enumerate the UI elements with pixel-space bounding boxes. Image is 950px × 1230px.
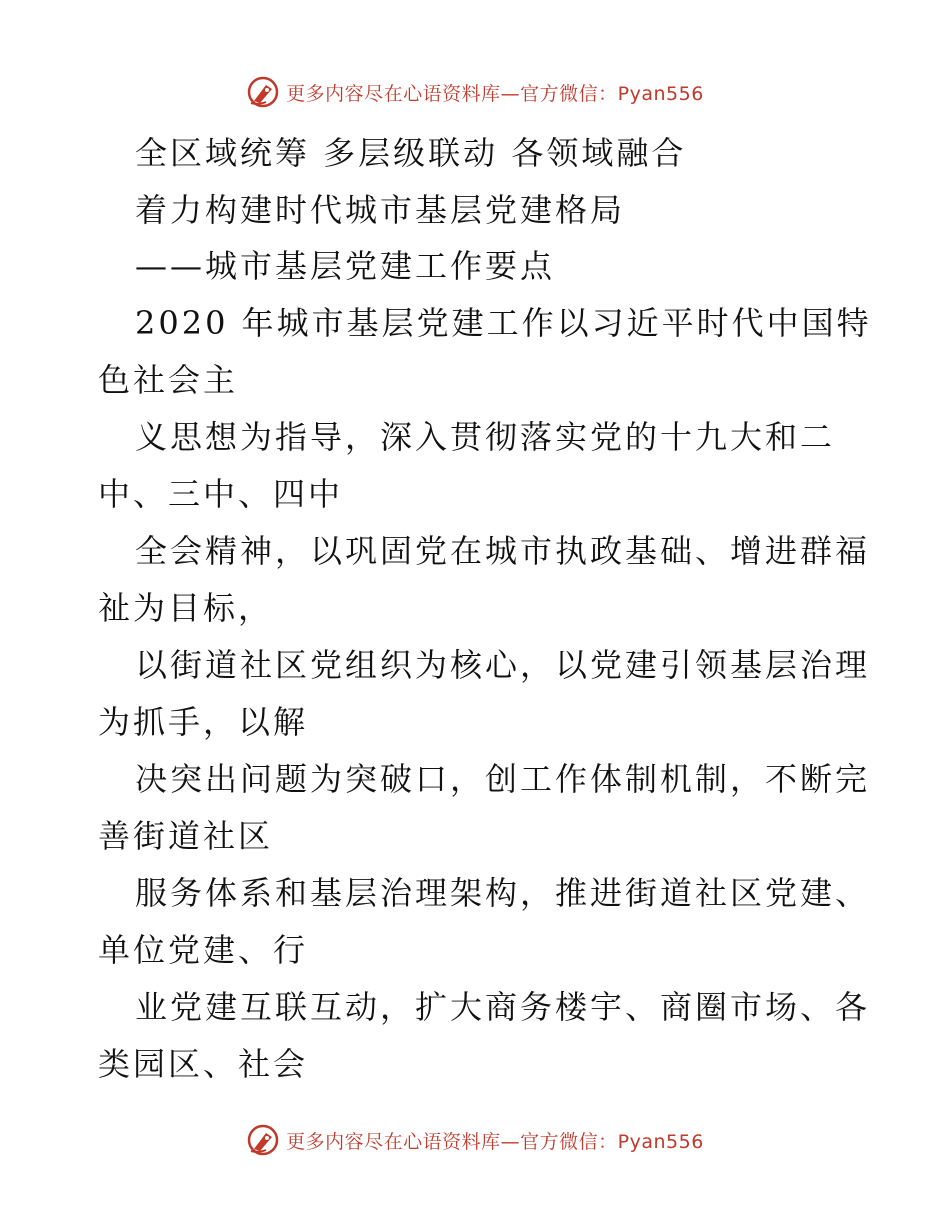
- paragraph-line: 服务体系和基层治理架构，推进街道社区党建、: [135, 874, 871, 912]
- paragraph-line: 以街道社区党组织为核心，以党建引领基层治理: [135, 646, 871, 684]
- paragraph-line: 单位党建、行: [98, 931, 309, 969]
- paragraph-line: 色社会主: [98, 361, 239, 399]
- paragraph-line: 为抓手，以解: [98, 703, 309, 741]
- paragraph-line: 决突出问题为突破口，创工作体制机制，不断完: [135, 760, 871, 798]
- paragraph-line: 业党建互联互动，扩大商务楼宇、商圈市场、各: [135, 988, 871, 1026]
- footer-banner-text: 更多内容尽在心语资料库—官方微信：Pyan556: [286, 1130, 704, 1153]
- doc-title-line-2: 着力构建时代城市基层党建格局: [135, 191, 626, 229]
- header-banner: [0, 72, 950, 112]
- pen-nib-logo-icon: [246, 75, 280, 109]
- paragraph-line: 全会精神，以巩固党在城市执政基础、增进群福: [135, 532, 871, 570]
- paragraph-line: 善街道社区: [98, 817, 274, 855]
- paragraph-line: 祉为目标，: [98, 589, 274, 627]
- paragraph-line: 2020 年城市基层党建工作以习近平时代中国特: [135, 304, 872, 342]
- pen-nib-logo-icon: [246, 1123, 280, 1157]
- doc-subtitle: ——城市基层党建工作要点: [135, 247, 556, 285]
- paragraph-line: 义思想为指导，深入贯彻落实党的十九大和二: [135, 418, 836, 456]
- footer-banner: [0, 1120, 950, 1160]
- paragraph-line: 中、三中、四中: [98, 475, 344, 513]
- header-banner-text: 更多内容尽在心语资料库—官方微信：Pyan556: [286, 82, 704, 105]
- paragraph-line: 类园区、社会: [98, 1045, 309, 1083]
- doc-title-line-1: 全区域统筹 多层级联动 各领域融合: [135, 134, 687, 172]
